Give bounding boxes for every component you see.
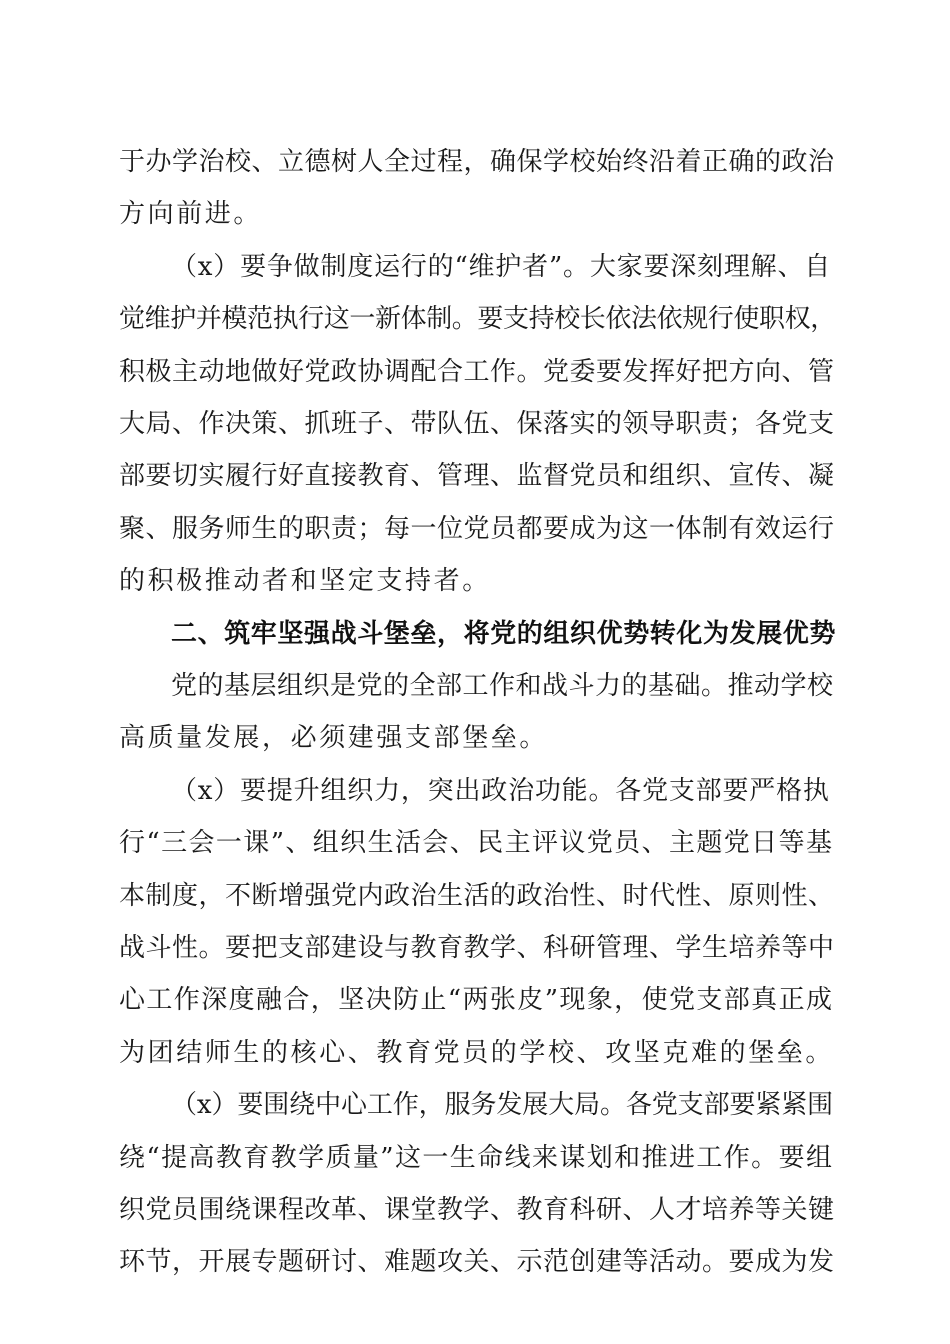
text-line: 大局、作决策、抓班子、带队伍、保落实的领导职责；各党支 [119,409,835,439]
text-line: 行“三会一课”、组织生活会、民主评议党员、主题党日等基 [119,828,834,858]
text-line: 部要切实履行好直接教育、管理、监督党员和组织、宣传、凝 [119,461,835,491]
text-line: 于办学治校、立德树人全过程，确保学校始终沿着正确的政治 [119,147,835,177]
text-line: 绕“提高教育教学质量”这一生命线来谋划和推进工作。要组 [119,1143,834,1173]
text-line: 环节，开展专题研讨、难题攻关、示范创建等活动。要成为发 [119,1247,835,1277]
text-line: 的积极推动者和坚定支持者。 [119,566,491,596]
text-line: 觉维护并模范执行这一新体制。要支持校长依法依规行使职权， [119,304,836,334]
text-line: 高质量发展，必须建强支部堡垒。 [119,723,549,753]
text-line: （x）要争做制度运行的“维护者”。大家要深刻理解、自 [171,252,832,282]
text-line: 方向前进。 [119,199,263,229]
text-line: 积极主动地做好党政协调配合工作。党委要发挥好把方向、管 [119,357,835,387]
text-line: 心工作深度融合，坚决防止“两张皮”现象，使党支部真正成 [119,985,834,1015]
text-line: 为团结师生的核心、教育党员的学校、攻坚克难的堡垒。 [119,1038,835,1068]
section-heading: 二、筑牢坚强战斗堡垒，将党的组织优势转化为发展优势 [171,619,837,649]
text-line: 战斗性。要把支部建设与教育教学、科研管理、学生培养等中 [119,933,835,963]
text-line: （x）要提升组织力，突出政治功能。各党支部要严格执 [171,776,830,806]
text-line: 织党员围绕课程改革、课堂教学、教育科研、人才培养等关键 [119,1195,835,1225]
text-line: 本制度，不断增强党内政治生活的政治性、时代性、原则性、 [119,881,835,911]
text-line: 聚、服务师生的职责；每一位党员都要成为这一体制有效运行 [119,514,835,544]
text-line: （x）要围绕中心工作，服务发展大局。各党支部要紧紧围 [171,1090,834,1120]
text-line: 党的基层组织是党的全部工作和战斗力的基础。推动学校 [171,671,834,701]
